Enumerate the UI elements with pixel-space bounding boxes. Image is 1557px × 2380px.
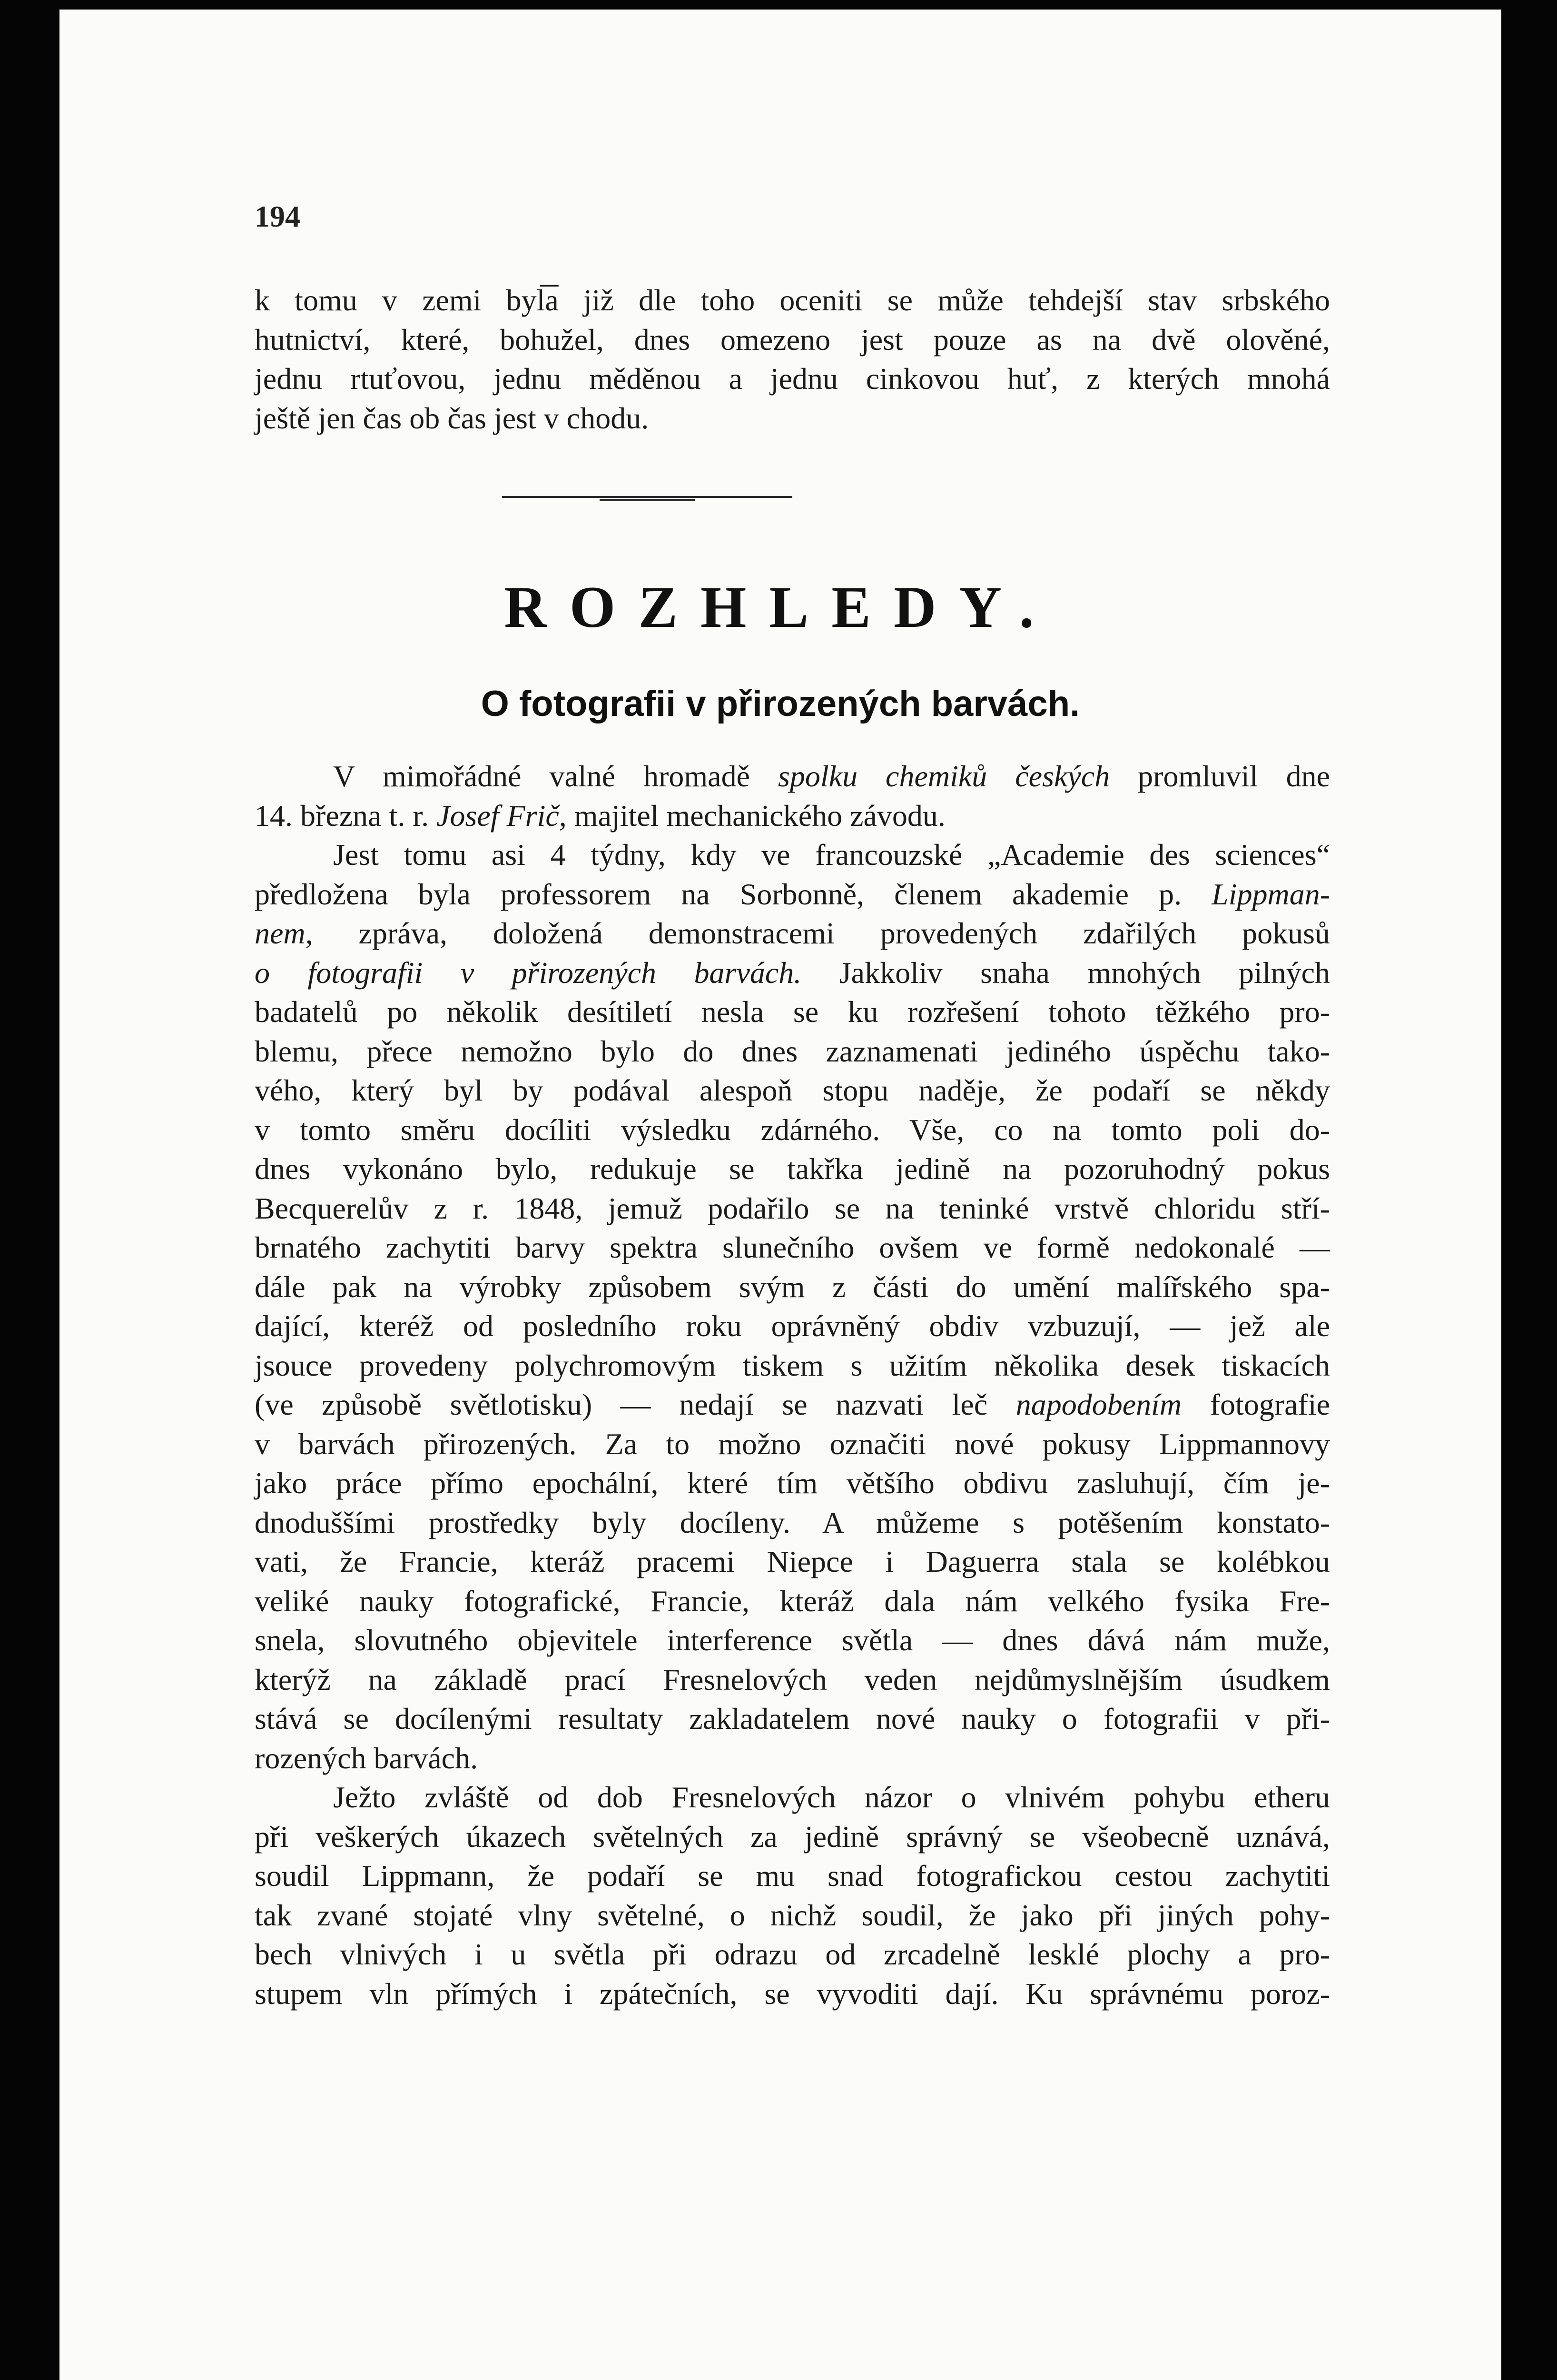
italic-run: nem,	[255, 916, 313, 950]
text-line: kterýž na základě prací Fresnelových veden nejdůmyslnějším úsudkem	[255, 1662, 1330, 1696]
text-run: majitel mechanického závodu.	[574, 798, 946, 833]
text-line: k tomu v zemi byl͞a již dle toho oceniti se může tehdejší stav srbského	[255, 283, 1330, 317]
article-body	[255, 757, 1330, 2013]
text-line: vati, že Francie, kteráž pracemi Niepce i Daguerra stala se kolébkou	[255, 1545, 1330, 1578]
page-number: 194	[255, 199, 300, 233]
text-line: hutnictví, které, bohužel, dnes omezeno jest pouze as na dvě olověné,	[255, 322, 1330, 357]
text-run: zpráva, doložená demonstracemi provedených zdařilých pokusů	[358, 916, 1330, 950]
text-line	[255, 914, 1330, 953]
text-line: Ježto zvláště od dob Fresnelových názor o vlnivém pohybu etheru	[333, 1780, 1330, 1814]
text-line: vého, který byl by podával alespoň stopu naděje, že podaří se někdy	[255, 1073, 1330, 1107]
section-title: ROZHLEDY.	[504, 575, 1057, 640]
text-line: badatelů po několik desítiletí nesla se ku rozřešení tohoto těžkého pro-	[255, 995, 1330, 1029]
text-line	[255, 1385, 1330, 1425]
text-line: jsouce provedeny polychromovým tiskem s užitím několika desek tiskacích	[255, 1348, 1330, 1382]
italic-run: Josef Frič,	[436, 798, 567, 833]
text-line: dnoduššími prostředky byly docíleny. A můžeme s potěšením konstato-	[255, 1505, 1330, 1539]
text-line: dnes vykonáno bylo, redukuje se takřka jedině na pozoruhodný pokus	[255, 1152, 1330, 1186]
text-line: veliké nauky fotografické, Francie, kteráž dala nám velkého fysika Fre-	[255, 1584, 1330, 1618]
text-line: v barvách přirozených. Za to možno označiti nové pokusy Lippmannovy	[255, 1427, 1330, 1461]
book-page	[59, 10, 1501, 2380]
text-line: blemu, přece nemožno bylo do dnes zaznamenati jediného úspěchu tako-	[255, 1034, 1330, 1068]
text-line: Jest tomu asi 4 týdny, kdy ve francouzské „Academie des sciences“	[333, 838, 1330, 872]
text-line: dající, kteréž od posledního roku oprávněný obdiv vzbuzují, — jež ale	[255, 1309, 1330, 1343]
text-line	[255, 875, 1330, 914]
text-line: snela, slovutného objevitele interference světla — dnes dává nám muže,	[255, 1623, 1330, 1657]
text-line: dále pak na výrobky způsobem svým z části do umění malířského spa-	[255, 1269, 1330, 1304]
text-line: při veškerých úkazech světelných za jedině správný se všeobecně uznává,	[255, 1819, 1330, 1854]
text-line: soudil Lippmann, že podaří se mu snad fotografickou cestou zachytiti	[255, 1859, 1330, 1893]
article-title: O fotografii v přirozených barvách.	[481, 684, 1080, 724]
text-run: fotografie	[1210, 1388, 1330, 1421]
text-line: ještě jen čas ob čas jest v chodu.	[255, 401, 649, 435]
text-line: v tomto směru docíliti výsledku zdárného. Vše, co na tomto poli do-	[255, 1112, 1330, 1147]
text-line: stupem vln přímých i zpátečních, se vyvoditi dají. Ku správnému poroz-	[255, 1976, 1330, 2011]
italic-run: napodobením	[1015, 1388, 1182, 1421]
text-run: (ve způsobě světlotisku) — nedají se nazvati leč	[255, 1388, 988, 1421]
text-run: předložena byla professorem na Sorbonně, členem akademie p.	[255, 877, 1182, 911]
text-run: promluvil dne	[1138, 759, 1330, 793]
text-line: jako práce přímo epochální, které tím většího obdivu zasluhují, čím je-	[255, 1466, 1330, 1500]
text-line: bech vlnivých i u světla při odrazu od zrcadelně lesklé plochy a pro-	[255, 1937, 1330, 1971]
intro-paragraph	[255, 281, 1330, 438]
text-line: stává se docílenými resultaty zakladatelem nové nauky o fotografii v při-	[255, 1702, 1330, 1735]
italic-run: Lippman-	[1212, 877, 1330, 911]
text-run: Jakkoliv snaha mnohých pilných	[839, 955, 1330, 990]
text-run: 14. března t. r.	[255, 798, 429, 833]
text-line: jednu rtuťovou, jednu měděnou a jednu cinkovou huť, z kterých mnohá	[255, 362, 1330, 396]
italic-run: o fotografii v přirozených barvách.	[255, 955, 802, 990]
italic-run: spolku chemiků českých	[778, 759, 1110, 793]
text-line: tak zvané stojaté vlny světelné, o nichž soudil, že jako při jiných pohy-	[255, 1898, 1330, 1932]
text-line	[255, 757, 1330, 796]
text-line: brnatého zachytiti barvy spektra slunečního ovšem ve formě nedokonalé —	[255, 1230, 1330, 1264]
text-line: rozených barvách.	[255, 1741, 478, 1775]
text-run: V mimořádné valné hromadě	[333, 759, 750, 793]
text-line	[255, 953, 1330, 993]
section-divider-center	[600, 499, 695, 501]
text-line: Becquerelův z r. 1848, jemuž podařilo se na teninké vrstvě chloridu stří-	[255, 1191, 1330, 1225]
text-line	[255, 796, 1330, 836]
section-divider	[502, 496, 792, 498]
